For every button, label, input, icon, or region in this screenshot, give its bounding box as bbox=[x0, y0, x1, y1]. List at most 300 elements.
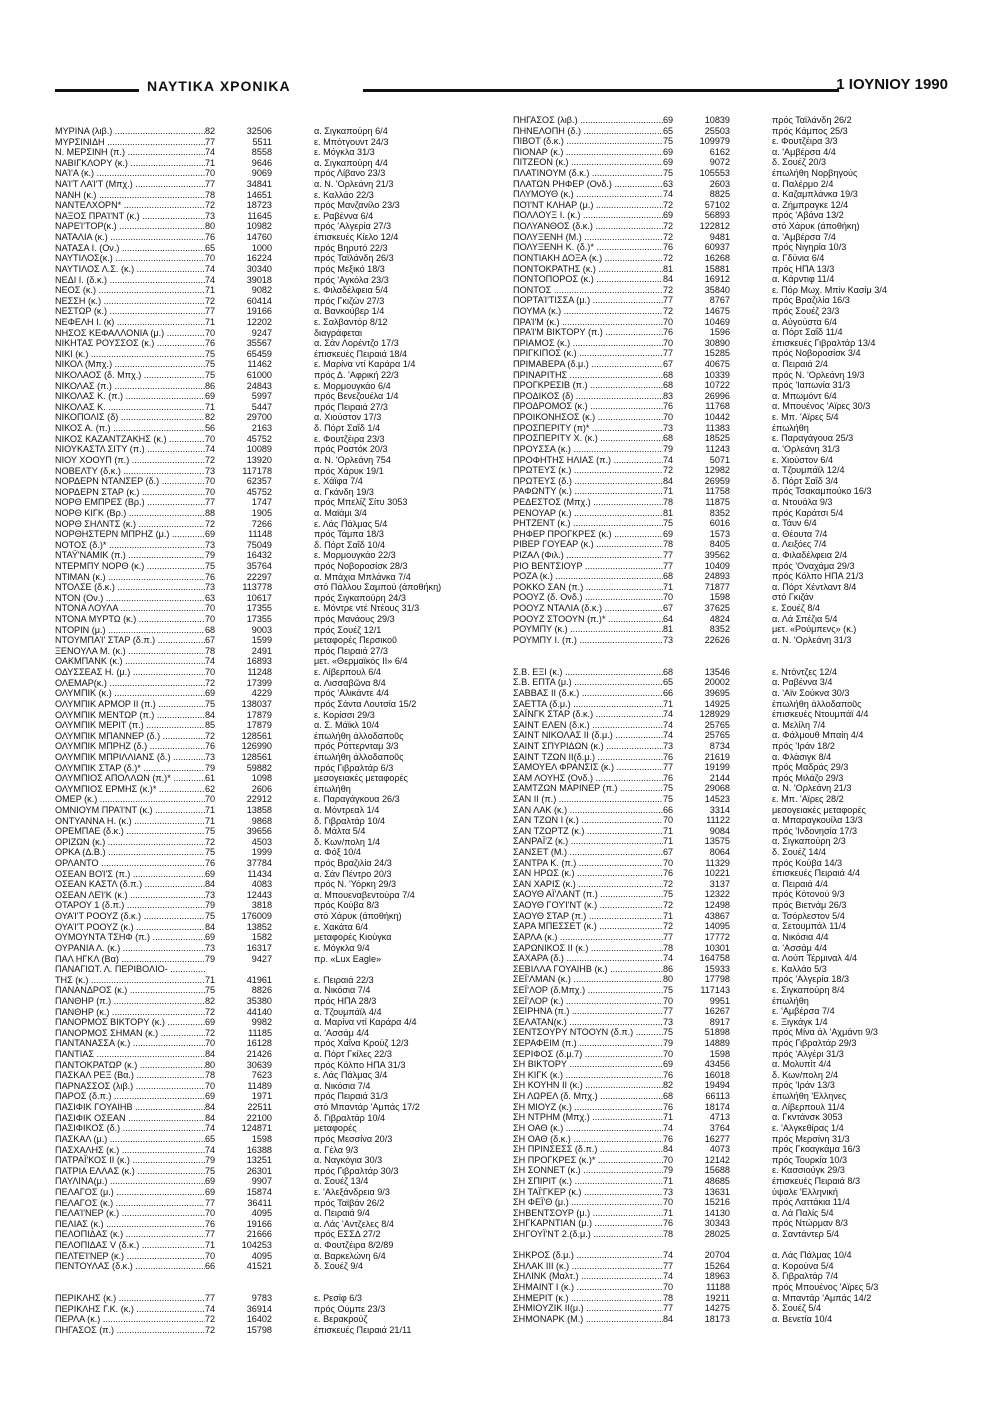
ship-name: ΣΑΙΝΤ ΣΠΥΡΙΔΩΝ (κ.) ..... bbox=[513, 741, 663, 752]
ship-entry bbox=[55, 391, 441, 402]
ship-status: α. Βανκούβερ 1/4 bbox=[314, 306, 385, 317]
ship-status: α. Μπάχια Μπλάνκα 7/4 bbox=[314, 571, 411, 582]
ship-entry bbox=[55, 1070, 441, 1081]
ship-entry bbox=[513, 1049, 887, 1060]
tonnage: 60937 bbox=[704, 242, 730, 253]
ship-name: ΟΣΕΑΝ ΒΟΊ'Σ (π.) ..... bbox=[55, 869, 205, 880]
ship-status: πρός Νοβοροσίσκ 3/4 bbox=[772, 348, 861, 359]
build-year: 81 bbox=[663, 624, 674, 635]
tonnage: 20002 bbox=[704, 677, 730, 688]
build-year: 71 bbox=[663, 486, 674, 497]
ship-entry bbox=[513, 826, 887, 837]
listing-column-left bbox=[55, 126, 441, 1335]
ship-status: α. Νικόσια 7/4 bbox=[314, 1080, 371, 1091]
build-year: 73 bbox=[205, 465, 216, 476]
tonnage: 32506 bbox=[246, 126, 272, 136]
tonnage: 16224 bbox=[246, 253, 272, 264]
build-year: 71 bbox=[663, 581, 674, 592]
ship-status: έπισκευές Πειραιά 8/3 bbox=[772, 1175, 861, 1186]
ship-name: ΝΙΚΟΣ Α. (π.) ..... bbox=[55, 423, 205, 434]
tonnage: 17355 bbox=[246, 614, 272, 625]
tonnage: 8558 bbox=[251, 147, 272, 158]
tonnage: 1573 bbox=[709, 528, 730, 539]
tonnage: 24843 bbox=[246, 380, 272, 391]
tonnage: 41961 bbox=[246, 974, 272, 985]
ship-name: ΡΕΝΟΥΑΡ (κ.) ..... bbox=[513, 508, 663, 519]
ship-name: ΣΗ ΛΩΡΕΛ (δ. Μπχ.) ..... bbox=[513, 1091, 663, 1102]
build-year: 67 bbox=[663, 847, 674, 858]
build-year: 78 bbox=[663, 496, 674, 507]
ship-status: πρός Μπελίζ Σίτυ 3053 bbox=[314, 497, 408, 508]
build-year: 74 bbox=[663, 189, 674, 200]
ship-name: ΡΟΟΥΖ (δ. Ονδ.) ..... bbox=[513, 592, 663, 603]
build-year: 75 bbox=[663, 1027, 674, 1038]
ship-entry bbox=[513, 1112, 887, 1123]
ship-status: ε. Μαρίνα ντί Καράρα 1/4 bbox=[314, 359, 416, 370]
ship-status: α. Μπωμόντ 6/4 bbox=[772, 390, 837, 401]
tonnage: 14889 bbox=[704, 1038, 730, 1049]
ship-status: ε. Πόρ Μωχ. Μπίν Κασίμ 3/4 bbox=[772, 284, 887, 295]
ship-status: α. Καζαμπλάνκα 19/3 bbox=[772, 189, 858, 200]
tonnage: 11148 bbox=[248, 529, 272, 540]
tonnage: 13858 bbox=[246, 805, 272, 815]
ship-name: ΣΕΝΤΣΟΥΡΥ ΝΤΟΟΥΝ (δ.π.) ..... bbox=[513, 1027, 663, 1038]
ship-status: έπωλήθη Νορβηγούς bbox=[772, 168, 858, 179]
build-year: 77 bbox=[205, 1197, 216, 1208]
build-year: 74 bbox=[663, 454, 674, 465]
tonnage: 44140 bbox=[246, 1006, 272, 1017]
tonnage: 10339 bbox=[704, 369, 730, 380]
tonnage: 10722 bbox=[704, 380, 730, 391]
tonnage: 2606 bbox=[251, 783, 272, 794]
ship-entry bbox=[55, 402, 441, 413]
build-year: 65 bbox=[663, 125, 674, 136]
build-year: 74 bbox=[663, 1271, 674, 1282]
tonnage: 14651 bbox=[246, 189, 272, 200]
ship-status: ε. Σουέζ 8/4 bbox=[772, 603, 820, 614]
ship-entry bbox=[55, 497, 441, 508]
ship-entry bbox=[513, 253, 887, 264]
ship-entry bbox=[513, 889, 887, 900]
ship-status: πρός 'Αβάνα 13/2 bbox=[772, 210, 844, 221]
ship-status: πρός 'Αλγέρι 31/3 bbox=[772, 1048, 844, 1059]
build-year: 69 bbox=[205, 1091, 216, 1102]
ship-status: α. Μαρίνα ντί Καράρα 4/4 bbox=[314, 1017, 417, 1028]
tonnage: 14130 bbox=[704, 1207, 730, 1218]
build-year: 79 bbox=[663, 1165, 674, 1176]
build-year: 71 bbox=[205, 1239, 216, 1250]
ship-status: ε. Μπ. 'Αϊρες 5/4 bbox=[772, 412, 839, 423]
build-year: 67 bbox=[663, 603, 674, 614]
ship-name: ΠΡΟΣΠΕΡΙΤΥ (π)* ..... bbox=[513, 423, 663, 434]
tonnage: 10839 bbox=[704, 115, 730, 125]
build-year: 70 bbox=[205, 168, 216, 179]
ship-name: ΝΤΟΝ (Ον.) ..... bbox=[55, 593, 205, 604]
tonnage: 36411 bbox=[247, 1197, 272, 1208]
ship-entry bbox=[55, 656, 441, 667]
tonnage: 1999 bbox=[251, 847, 272, 858]
ship-status: πρός 'Αλγερία 18/3 bbox=[772, 974, 850, 985]
ship-entry bbox=[513, 635, 887, 646]
ship-entry bbox=[513, 529, 887, 540]
ship-status: ε. 'Αμβέρσα 7/4 bbox=[772, 1006, 835, 1017]
ship-name: ΝΑΞΟΣ ΠΡΑΊ'ΝΤ (κ.) ..... bbox=[55, 211, 205, 222]
ship-name: ΠΕΡΙΚΛΗΣ (κ.) ..... bbox=[55, 1293, 205, 1304]
tonnage: 11434 bbox=[247, 868, 272, 879]
ship-name: ΠΙΟΝΑΡ (κ.) ..... bbox=[513, 147, 663, 158]
ship-entry bbox=[55, 688, 441, 699]
tonnage: 9982 bbox=[251, 1017, 272, 1028]
ship-status: α. Ραβέννα 3/4 bbox=[772, 677, 833, 688]
ship-name: ΞΕΝΟΥΛΑ Μ. (κ.) ..... bbox=[55, 646, 205, 657]
ship-name: ΠΟΝΤΙΑΚΗ ΔΟΞΑ (κ.) ..... bbox=[513, 253, 663, 264]
ship-entry bbox=[513, 1017, 887, 1028]
tonnage: 9783 bbox=[251, 1293, 272, 1304]
ship-entry bbox=[55, 667, 441, 678]
tonnage: 9003 bbox=[251, 624, 272, 635]
build-year: 84 bbox=[663, 475, 674, 486]
ship-name: ΠΡΙΑΜΟΣ (κ.) ..... bbox=[513, 338, 663, 349]
build-year: 69 bbox=[663, 528, 674, 539]
ship-name: ΣΑΧΑΡΑ (δ.) ..... bbox=[513, 953, 663, 964]
build-year: 68 bbox=[663, 571, 674, 582]
ship-name: ΣΑΡΑ ΜΠΕΣΣΕΤ (κ.) ..... bbox=[513, 921, 663, 932]
tonnage: 17772 bbox=[704, 931, 730, 942]
ship-name: ΠΡΟΓΚΡΕΣΙΒ (π.) ..... bbox=[513, 380, 663, 391]
ship-name: ΝΤΑΫ'ΝΑΜΙΚ (π.) ..... bbox=[55, 550, 205, 561]
build-year: 74 bbox=[663, 709, 674, 720]
ship-status: ε. Βερακρούζ bbox=[314, 1314, 368, 1325]
ship-name: ΠΕΡΙΚΛΗΣ Γ.Κ. (κ.) ..... bbox=[55, 1304, 205, 1315]
ship-name: ΡΕΔΕΣΤΟΣ (Μπχ.) ..... bbox=[513, 497, 663, 508]
ship-status: ε. Ξιγκάγκ 1/4 bbox=[772, 1016, 828, 1027]
ship-entry bbox=[55, 1176, 441, 1187]
ship-entry bbox=[513, 985, 887, 996]
ship-status: α. Σετουμπάλ 11/4 bbox=[772, 921, 847, 932]
ship-name: ΟΑΚΜΠΑΝΚ (κ.) ..... bbox=[55, 656, 205, 667]
ship-name: ΠΑΝΤΟΚΡΑΤΩΡ (κ.) ..... bbox=[55, 1060, 205, 1071]
ship-name: ΝΙΚΟΛΑΣ (π.) ..... bbox=[55, 381, 205, 392]
build-year: 75 bbox=[663, 136, 674, 147]
build-year: 77 bbox=[663, 1303, 674, 1314]
tonnage: 15264 bbox=[704, 1260, 730, 1271]
tonnage: 14925 bbox=[704, 698, 730, 709]
tonnage: 8352 bbox=[709, 507, 730, 518]
build-year: 72 bbox=[205, 730, 216, 741]
ship-name: ΠΑΝΟΡΜΟΣ ΣΗΜΑΝ (κ.) ..... bbox=[55, 1028, 205, 1039]
ship-status: δ. Πόρτ Σαΐδ 3/4 bbox=[772, 475, 839, 486]
build-year: 76 bbox=[663, 1133, 674, 1144]
tonnage: 41521 bbox=[246, 1261, 272, 1272]
ship-name: ΣΗ ΚΙΓΚ (κ.) ..... bbox=[513, 1070, 663, 1081]
build-year: 83 bbox=[663, 390, 674, 401]
ship-entry bbox=[55, 710, 441, 721]
ship-entry bbox=[55, 561, 441, 572]
ship-entry bbox=[513, 433, 887, 444]
ship-status: α. Λούπ Τέρμιναλ 4/4 bbox=[772, 953, 858, 964]
ship-status: ε. Φουτζέιρα 3/3 bbox=[772, 136, 838, 147]
tonnage: 13920 bbox=[246, 454, 272, 465]
ship-status: α. Σιγκαπούρη 4/4 bbox=[314, 157, 388, 168]
ship-status: έπωλήθη bbox=[772, 995, 809, 1006]
ship-status: α. 'Αμβέρσα 7/4 bbox=[772, 231, 836, 242]
tonnage: 25765 bbox=[704, 719, 730, 730]
ship-entry bbox=[513, 1123, 887, 1134]
build-year: 73 bbox=[205, 539, 216, 550]
ship-entry bbox=[513, 592, 887, 603]
ship-status: πρός Γιβραλτάρ 6/3 bbox=[314, 762, 394, 773]
ship-entry bbox=[55, 1028, 441, 1039]
build-year: 71 bbox=[205, 805, 216, 815]
ship-name: ΠΑΝΘΗΡ (π.) ..... bbox=[55, 996, 205, 1007]
ship-status: α. Τζουμπάϊλ 4/4 bbox=[314, 1006, 382, 1017]
ship-entry bbox=[55, 1219, 441, 1230]
ship-status: α. Αὐγούστα 6/4 bbox=[772, 316, 837, 327]
build-year: 82 bbox=[205, 995, 216, 1006]
tonnage: 45752 bbox=[246, 433, 272, 444]
build-year: 77 bbox=[663, 931, 674, 942]
tonnage: 3314 bbox=[709, 804, 730, 815]
ship-status: μεταφορές Περσικοῦ bbox=[314, 635, 397, 646]
tonnage: 11462 bbox=[247, 359, 272, 370]
tonnage: 18174 bbox=[704, 1101, 730, 1112]
tonnage: 60414 bbox=[246, 295, 272, 306]
build-year: 72 bbox=[205, 836, 216, 847]
build-year: 82 bbox=[205, 412, 216, 423]
tonnage: 10982 bbox=[246, 221, 272, 232]
build-year: 80 bbox=[205, 221, 216, 232]
ship-entry bbox=[513, 126, 887, 137]
ship-name: ΠΑΡΟΣ (δ.π.) ..... bbox=[55, 1091, 205, 1102]
ship-entry bbox=[55, 455, 441, 466]
tonnage: 2144 bbox=[709, 772, 730, 783]
ship-entry bbox=[55, 476, 441, 487]
tonnage: 12142 bbox=[704, 1154, 730, 1165]
tonnage: 1598 bbox=[709, 592, 730, 603]
ship-entry bbox=[55, 1060, 441, 1071]
build-year: 76 bbox=[663, 327, 674, 338]
tonnage: 1599 bbox=[251, 635, 272, 646]
ship-entry bbox=[513, 571, 887, 582]
ship-name: ΝΤΟΝΑ ΜΥΡΤΩ (κ.) ..... bbox=[55, 614, 205, 625]
ship-status: ε. Λίβερπουλ 6/4 bbox=[314, 667, 381, 678]
ship-name: ΝΗΣΟΣ ΚΕΦΑΛΛΟΝΙΑ (μ.) ..... bbox=[55, 328, 205, 339]
ship-entry bbox=[55, 1123, 441, 1134]
tonnage: 1905 bbox=[251, 507, 272, 518]
ship-status: ε. Μπότγουντ 24/3 bbox=[314, 136, 389, 147]
ship-name: ΠΕΛΤΕΊ'ΝΕΡ (κ.) ..... bbox=[55, 1251, 205, 1262]
ship-name: ΝΤΟΛΣΕ (δ.κ.) ..... bbox=[55, 582, 205, 593]
tonnage: 5997 bbox=[251, 391, 272, 402]
ship-entry bbox=[55, 985, 441, 996]
ship-status: α. Ν. 'Ορλεάνη 21/3 bbox=[314, 179, 394, 190]
ship-entry bbox=[513, 295, 887, 306]
ship-name: ΣΗ ΤΑΪ'ΓΚΕΡ (κ.) ..... bbox=[513, 1187, 663, 1198]
build-year: 71 bbox=[663, 836, 674, 847]
build-year: 75 bbox=[205, 911, 216, 922]
ship-entry bbox=[513, 306, 887, 317]
ship-name: ΡΟΚΚΟ ΣΑΝ (π.) ..... bbox=[513, 582, 663, 593]
ship-status: διαγράφεται bbox=[314, 327, 363, 338]
tonnage: 10617 bbox=[246, 592, 272, 603]
ship-entry bbox=[513, 242, 887, 253]
tonnage: 11243 bbox=[705, 443, 730, 454]
tonnage: 104253 bbox=[241, 1239, 272, 1250]
ship-name: ΣΑΡΛΑ (κ.) ..... bbox=[513, 932, 663, 943]
ship-name: ΠΗΓΑΣΟΣ (λιβ.) ..... bbox=[513, 115, 663, 126]
ship-entry bbox=[513, 561, 887, 572]
ship-name: ΣΕΡΙΦΟΣ (δ.μ.7) ..... bbox=[513, 1049, 663, 1060]
ship-name: ΝΤΟΡΙΝ (μ.) ..... bbox=[55, 625, 205, 636]
ship-name: ΣΑΝ ΧΑΡΙΣ (κ.) ..... bbox=[513, 879, 663, 890]
tonnage: 1598 bbox=[251, 1133, 272, 1144]
ship-name: ΣΗΜΑΙΝΤ Ι (κ.) ..... bbox=[513, 1282, 663, 1293]
build-year: 69 bbox=[205, 391, 216, 402]
ship-name: ΝΑΥΤΙΛΟΣ Λ.Σ. (κ.) ..... bbox=[55, 264, 205, 275]
ship-name: ΝΕΣΤΩΡ (κ.) ..... bbox=[55, 306, 205, 317]
build-year: 75 bbox=[205, 359, 216, 370]
ship-status: πρός Βενεζουέλα 1/4 bbox=[314, 391, 399, 402]
ship-name: ΣΗΚΡΟΣ (δ.μ.) ..... bbox=[513, 1250, 663, 1261]
tonnage: 12202 bbox=[246, 316, 272, 327]
tonnage: 9084 bbox=[709, 825, 730, 836]
ship-entry bbox=[513, 794, 887, 805]
ship-name: ΠΑΣΙΦΙΚ ΓΟΥΑΙΗΒ ..... bbox=[55, 1102, 205, 1113]
build-year: 75 bbox=[205, 370, 216, 381]
build-year: 68 bbox=[663, 1091, 674, 1102]
ship-name: ΣΗΛΑΚ ΙΙΙ (κ.) ..... bbox=[513, 1261, 663, 1272]
ship-name: ΣΗ ΒΙΚΤΟΡΥ ..... bbox=[513, 1059, 663, 1070]
build-year: 70 bbox=[205, 1080, 216, 1091]
ship-entry bbox=[55, 635, 441, 646]
ship-status: πρός ΕΣΣΔ 27/2 bbox=[314, 1229, 381, 1240]
tonnage: 10221 bbox=[704, 868, 730, 879]
ship-status: έπωλήθη 'Ελληνες bbox=[772, 1091, 847, 1102]
ship-entry bbox=[513, 147, 887, 158]
ship-name: ΝΟΡΘΗΣΤΕΡΝ ΜΠΡΗΖ (μ.) ..... bbox=[55, 529, 205, 540]
ship-status: πρός Πειραιά 27/3 bbox=[314, 401, 388, 412]
ship-status: α. Χιούστον 17/3 bbox=[314, 412, 382, 423]
ship-entry bbox=[55, 996, 441, 1007]
build-year: 68 bbox=[205, 624, 216, 635]
tonnage: 14675 bbox=[704, 305, 730, 316]
build-year: 84 bbox=[205, 1102, 216, 1113]
ship-entry bbox=[55, 805, 441, 816]
ship-name: ΟΣΕΑΝ ΚΑΣΤΛ (δ.π.) ..... bbox=[55, 879, 205, 890]
ship-name: ΡΟΟΥΖ ΣΤΟΟΥΝ (π.)* ..... bbox=[513, 614, 663, 625]
ship-status: α. Πόρτ Σαΐδ 11/4 bbox=[772, 327, 843, 338]
ship-name: ΟΡΕΜΠΑΕ (δ.κ.) ..... bbox=[55, 826, 205, 837]
ship-name: ΠΟΛΥΑΝΘΟΣ (δ.κ.) ..... bbox=[513, 221, 663, 232]
build-year: 77 bbox=[205, 136, 216, 147]
ship-entry bbox=[55, 221, 441, 232]
ship-status: α. Σάν Πέντρο 20/3 bbox=[314, 868, 392, 879]
build-year: 70 bbox=[205, 433, 216, 444]
ship-status: πρός Μανάους 29/3 bbox=[314, 614, 395, 625]
tonnage: 3764 bbox=[709, 1122, 730, 1133]
ship-status: α. Νικόσια 4/4 bbox=[772, 931, 829, 942]
ship-entry bbox=[55, 1007, 441, 1018]
tonnage: 8825 bbox=[709, 189, 730, 200]
build-year: 76 bbox=[205, 338, 216, 349]
tonnage: 11768 bbox=[705, 401, 730, 412]
tonnage: 1582 bbox=[251, 932, 272, 943]
tonnage: 128561 bbox=[241, 751, 272, 762]
ship-name: ΠΑΛ ΗΓΚΛ (Βα) ..... bbox=[55, 954, 205, 965]
ship-name: ΠΡΑΊ'Μ (κ.) ..... bbox=[513, 317, 663, 328]
tonnage: 14095 bbox=[704, 921, 730, 932]
ship-entry bbox=[513, 667, 887, 678]
tonnage: 16128 bbox=[246, 1038, 272, 1049]
tonnage: 1000 bbox=[251, 242, 272, 253]
ship-entry bbox=[513, 423, 887, 434]
publication-title: ΝΑΥΤΙΚΑ ΧΡΟΝΙΚΑ bbox=[147, 78, 291, 94]
ship-entry bbox=[513, 603, 887, 614]
ship-name: ΠΟΡΤΑΊ'ΤΙΣΣΑ (μ.) ..... bbox=[513, 295, 663, 306]
ship-status: ε. 'Αλγκεθίρας 1/4 bbox=[772, 1122, 844, 1133]
ship-status: ε. Ντόντζες 12/4 bbox=[772, 666, 838, 677]
ship-entry bbox=[513, 1229, 887, 1240]
build-year: 68 bbox=[663, 380, 674, 391]
build-year: 72 bbox=[663, 221, 674, 232]
ship-name: ΠΡΙΜΑΒΕΡΑ (δ.μ.) ..... bbox=[513, 359, 663, 370]
tonnage: 18525 bbox=[704, 433, 730, 444]
ship-entry bbox=[513, 338, 887, 349]
ship-status: έπισκευές Πειραιά 4/4 bbox=[772, 868, 861, 879]
ship-entry bbox=[513, 1155, 887, 1166]
ship-entry bbox=[55, 1038, 441, 1049]
ship-entry bbox=[55, 752, 441, 763]
tonnage: 122812 bbox=[699, 221, 730, 232]
tonnage: 9427 bbox=[251, 953, 272, 964]
tonnage: 1598 bbox=[709, 1048, 730, 1059]
build-year: 70 bbox=[663, 815, 674, 826]
build-year: 74 bbox=[205, 1144, 216, 1155]
ship-entry bbox=[55, 847, 441, 858]
ship-status: πρός Δ. 'Αφρική 22/3 bbox=[314, 370, 399, 381]
ship-status: πρός Μεξικό 18/3 bbox=[314, 263, 385, 274]
ship-status: α. Πόρτ Χέντλαντ 8/4 bbox=[772, 581, 857, 592]
ship-name: ΠΟΛΛΟΥΞ Ι. (κ.) ..... bbox=[513, 210, 663, 221]
ship-entry bbox=[55, 253, 441, 264]
tonnage: 24893 bbox=[704, 571, 730, 582]
build-year: 79 bbox=[663, 1038, 674, 1049]
build-year: 75 bbox=[205, 847, 216, 858]
ship-name: ΠΡΟΔΙΚΟΣ (δ) ..... bbox=[513, 391, 663, 402]
ship-name: ΟΛΥΜΠΙΚ ΜΠΑΝΝΕΡ (δ.) ..... bbox=[55, 731, 205, 742]
build-year: 70 bbox=[663, 592, 674, 603]
ship-status: α. Τζουμπάϊλ 12/4 bbox=[772, 465, 845, 476]
ship-name: ΟΛΥΜΠΙΚ ΜΠΡΙΛΛΙΑΝΣ (δ.) ..... bbox=[55, 752, 205, 763]
tonnage: 18173 bbox=[704, 1313, 730, 1324]
ship-status: μεταφορές Κιούγκα bbox=[314, 932, 392, 943]
tonnage: 57102 bbox=[704, 199, 730, 210]
ship-entry bbox=[513, 274, 887, 285]
ship-status: ε. 'Αλεξάνδρεια 9/3 bbox=[314, 1186, 390, 1197]
ship-status: πρός Κούβα 14/3 bbox=[772, 857, 843, 868]
ship-name: ΠΕΛΑΊ'ΝΕΡ (κ.) ..... bbox=[55, 1208, 205, 1219]
build-year: 76 bbox=[663, 868, 674, 879]
tonnage: 1747 bbox=[251, 497, 272, 508]
ship-name: ΝΙΚΟΠΟΛΙΣ (δ) ..... bbox=[55, 412, 205, 423]
build-year: 72 bbox=[205, 454, 216, 465]
build-year: 76 bbox=[205, 232, 216, 243]
build-year: 75 bbox=[205, 348, 216, 359]
build-year: 78 bbox=[663, 942, 674, 953]
tonnage: 11489 bbox=[247, 1080, 272, 1091]
ship-status: πρός Χαΐνα Κρούζ 12/3 bbox=[314, 1038, 409, 1049]
ship-entry bbox=[55, 1081, 441, 1092]
